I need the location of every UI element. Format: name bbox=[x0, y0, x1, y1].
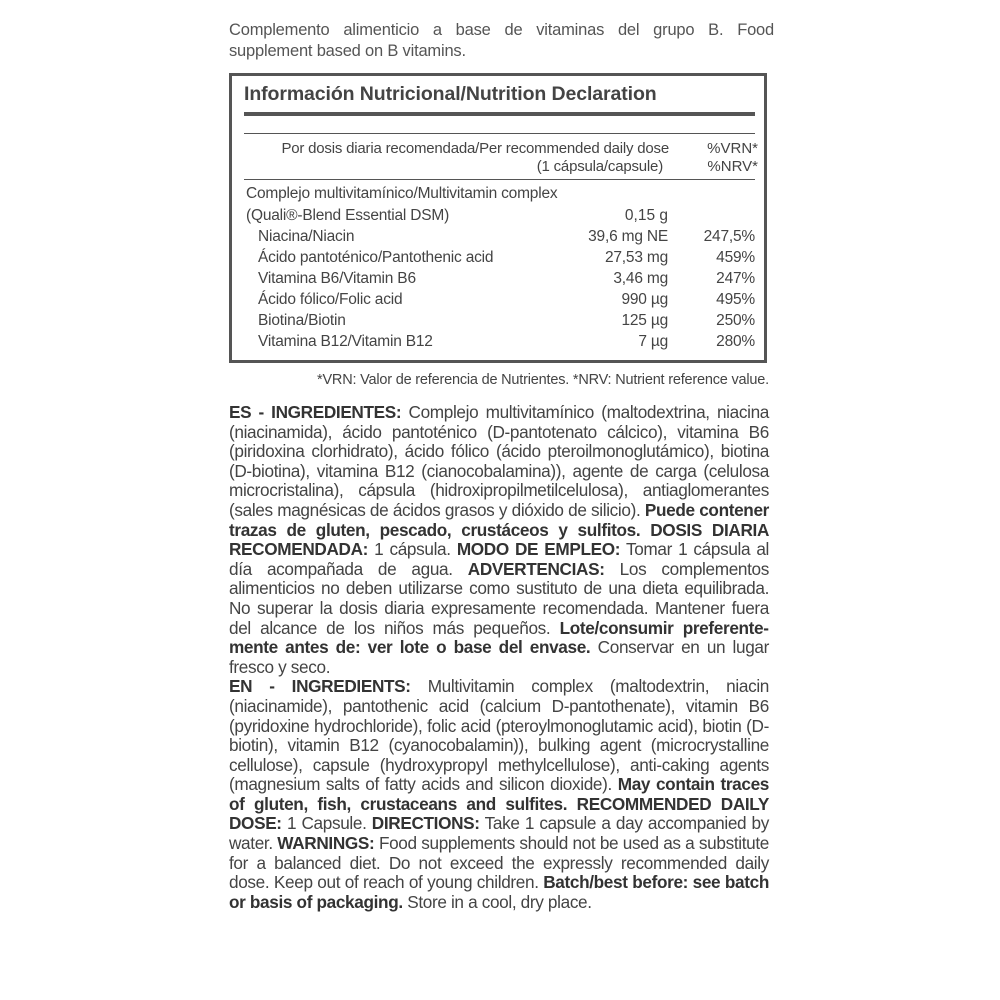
ingredients-text-block bbox=[229, 403, 769, 912]
es-dose-text: 1 cápsula. bbox=[368, 539, 457, 560]
nutrient-amount: 27,53 mg bbox=[604, 249, 668, 266]
vrn-header-line2: %NRV* bbox=[707, 158, 758, 175]
nutrient-amount: 125 µg bbox=[621, 312, 668, 329]
vrn-header-line1: %VRN* bbox=[707, 140, 758, 157]
es-allergen-warning: Puede contener trazas de gluten, pescado, crustáceos y sulfitos. bbox=[229, 499, 769, 540]
dose-header-line1: Por dosis diaria recomendada/Per recommended daily dose bbox=[281, 140, 669, 157]
product-description: Complemento alimenticio a base de vitaminas del grupo B. Food supplement based on B vitamins. bbox=[229, 21, 774, 60]
nutrient-amount: 39,6 mg NE bbox=[588, 228, 668, 245]
header-bottom-divider bbox=[244, 179, 755, 180]
complex-amount: 0,15 g bbox=[624, 207, 668, 224]
es-storage-text: Conservar en un lugar fresco y seco. bbox=[229, 637, 769, 677]
en-dose-label: RECOMMENDED DAILY DOSE: bbox=[229, 793, 769, 834]
es-ingredients-label: ES - INGREDIENTES: bbox=[229, 402, 402, 422]
dose-header bbox=[244, 140, 669, 176]
es-lot-label: Lote/consumir preferentemente antes de: ver lote o base del envase. bbox=[229, 617, 769, 658]
header-top-divider bbox=[244, 133, 755, 134]
spanish-section bbox=[229, 403, 769, 677]
nutrient-percent: 247% bbox=[716, 270, 755, 287]
title-divider bbox=[244, 112, 755, 116]
nutrient-percent: 250% bbox=[716, 312, 755, 329]
nutrient-name: Ácido fólico/Folic acid bbox=[258, 291, 403, 308]
english-section bbox=[229, 677, 769, 912]
nutrition-table-title: Información Nutricional/Nutrition Declaration bbox=[244, 83, 657, 105]
en-batch-label: Batch/best before: see batch or basis of packaging. bbox=[229, 872, 769, 912]
nutrient-percent: 247,5% bbox=[703, 228, 755, 245]
es-dose-label: DOSIS DIARIA RECOMENDADA: bbox=[229, 519, 770, 560]
nutrient-name: Niacina/Niacin bbox=[258, 228, 355, 245]
dose-header-line2: (1 cápsula/capsule) bbox=[536, 158, 663, 175]
en-directions-text: Take 1 capsule a day accompanied by water. bbox=[229, 813, 769, 854]
nutrient-row bbox=[232, 333, 764, 353]
en-ingredients-text: Multivitamin complex (maltodextrin, niacin (niacinamide), pantothenic acid (calcium D-pantothenate), vitamin B6 (pyridoxine hydrochloride), folic acid (pteroylmonoglutamic acid), biotin (D-biotin), vitamin B12 (cyanocobalamin)), bulking agent (microcrystalline cellulose), capsule (hydroxypropyl methylcellulose), anti-caking agents (magnesium salts of fatty acids and silicon dioxide). bbox=[229, 676, 769, 795]
complex-name-line2: (Quali®-Blend Essential DSM) bbox=[246, 207, 450, 224]
nutrient-name: Ácido pantoténico/Pantothenic acid bbox=[258, 249, 494, 266]
nutrient-name: Vitamina B12/Vitamin B12 bbox=[258, 333, 433, 350]
nutrient-percent: 459% bbox=[716, 249, 755, 266]
nutrient-name: Biotina/Biotin bbox=[258, 312, 346, 329]
nutrient-row bbox=[232, 228, 764, 248]
en-warnings-text: Food supplements should not be used as a substitute for a balanced diet. Do not exceed the expressly recommended daily dose. Keep out of reach of young children. bbox=[229, 833, 769, 893]
reference-footnote: *VRN: Valor de referencia de Nutrientes. *NRV: Nutrient reference value. bbox=[317, 372, 769, 388]
nutrition-table bbox=[229, 73, 767, 363]
nutrient-amount: 990 µg bbox=[621, 291, 668, 308]
complex-name-line1: Complejo multivitamínico/Multivitamin complex bbox=[246, 185, 558, 202]
nutrient-amount: 3,46 mg bbox=[613, 270, 668, 287]
es-warnings-label: ADVERTENCIAS: bbox=[467, 558, 605, 579]
nutrient-percent: 495% bbox=[716, 291, 755, 308]
nutrient-row bbox=[232, 291, 764, 311]
nutrient-amount: 7 µg bbox=[638, 333, 668, 350]
es-ingredients-text: Complejo multivitamínico (maltodextrina, niacina (niacinamida), ácido pantoténico (D-pantotenato cálcico), vitamina B6 (piridoxina clorhidrato), ácido fólico (ácido pteroilmonoglutámico), biotina (D-biotina), vitamina B12 (cianocobalamina)), agente de carga (celulosa microcristalina), cápsula (hidroxipropilmetilcelulosa), antiaglomerantes (sales magnésicas de ácidos grasos y dióxido de silicio). bbox=[229, 402, 769, 520]
es-warnings-text: Los complementos alimenticios no deben utilizarse como sustituto de una dieta equilibrada. No superar la dosis diaria expresamente recomendada. Mantener fuera del alcance de los niños más pequeños. bbox=[229, 558, 769, 638]
en-storage-text: Store in a cool, dry place. bbox=[402, 891, 592, 912]
en-dose-text: 1 Capsule. bbox=[281, 813, 372, 834]
nutrient-percent: 280% bbox=[716, 333, 755, 350]
en-allergen-warning: May contain traces of gluten, fish, crustaceans and sulfites. bbox=[229, 774, 769, 814]
en-warnings-label: WARNINGS: bbox=[277, 833, 375, 854]
en-directions-label: DIRECTIONS: bbox=[371, 813, 480, 834]
en-ingredients-label: EN - INGREDIENTS: bbox=[229, 676, 411, 697]
nutrient-row bbox=[232, 312, 764, 332]
nutrient-row bbox=[232, 270, 764, 290]
es-usage-label: MODO DE EMPLEO: bbox=[456, 539, 621, 560]
vrn-header bbox=[672, 140, 758, 176]
nutrient-row bbox=[232, 249, 764, 269]
nutrient-name: Vitamina B6/Vitamin B6 bbox=[258, 270, 416, 287]
es-usage-text: Tomar 1 cápsula al día acompañada de agua. bbox=[229, 539, 769, 579]
